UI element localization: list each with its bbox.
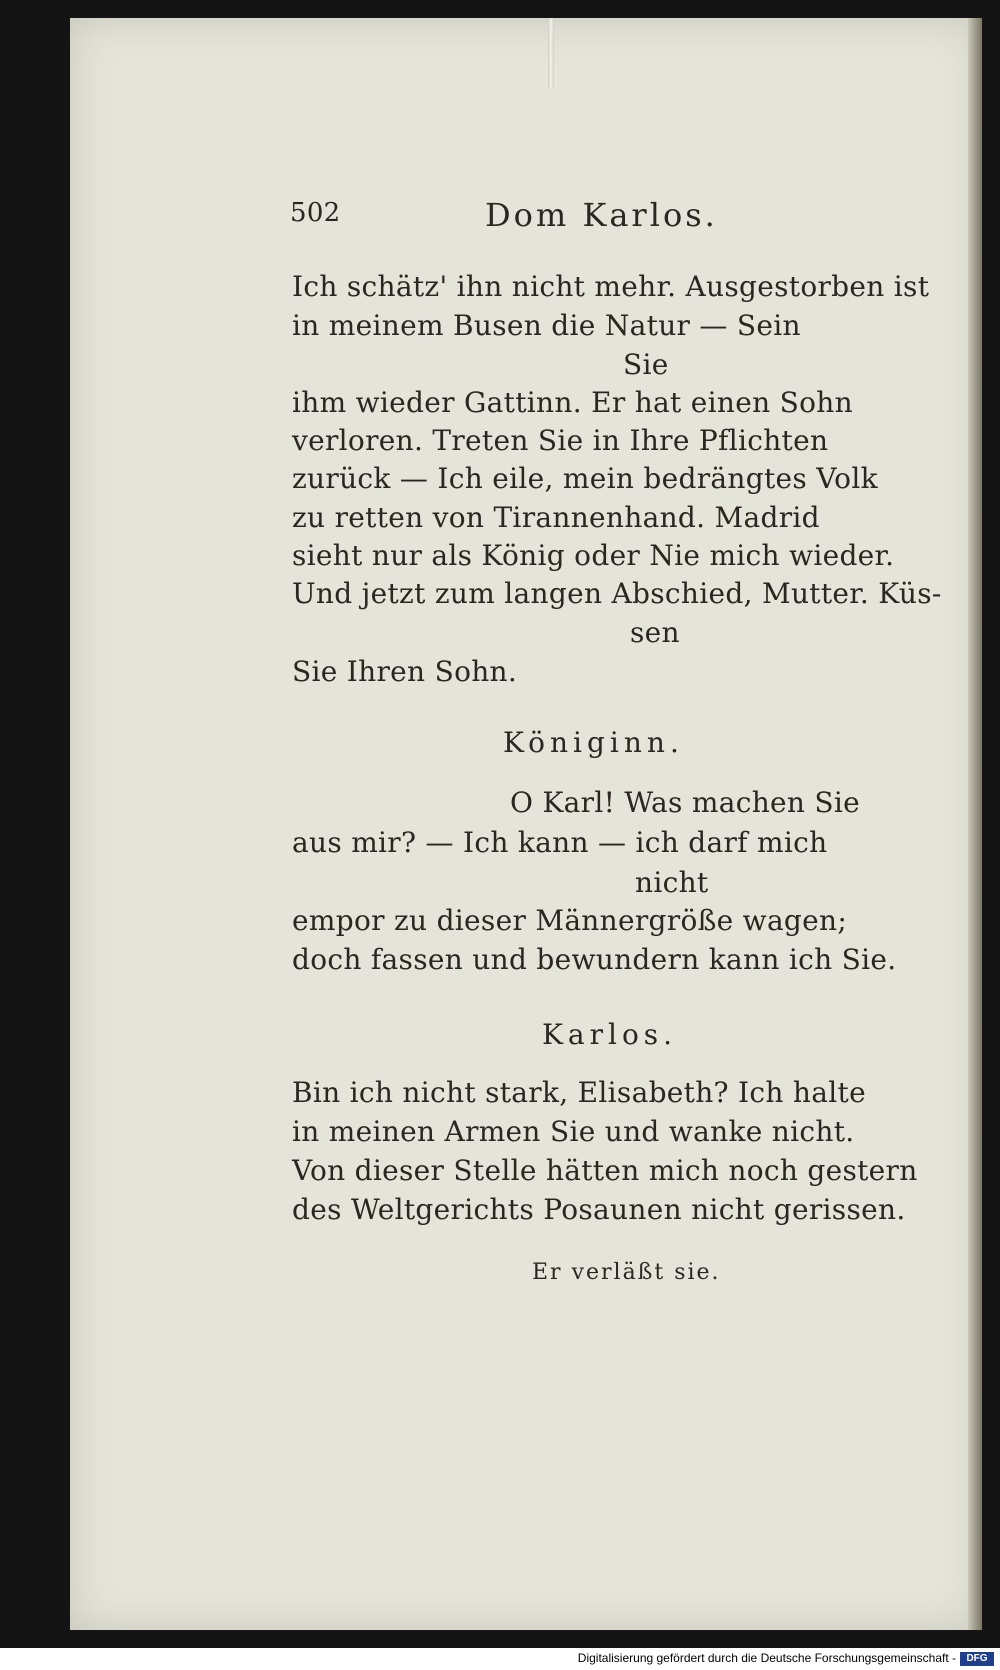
text-line: aus mir? — Ich kann — ich darf mich xyxy=(292,826,828,859)
dfg-logo: DFG xyxy=(960,1652,994,1666)
text-line: Sie xyxy=(623,348,669,381)
running-head: Dom Karlos. xyxy=(485,196,718,234)
text-line: empor zu dieser Männergröße wagen; xyxy=(292,904,848,937)
digitization-footer xyxy=(0,1648,1000,1670)
text-line: Und jetzt zum langen Abschied, Mutter. Küs- xyxy=(292,577,942,610)
text-line: zu retten von Tirannenhand. Madrid xyxy=(292,501,820,534)
text-line: O Karl! Was machen Sie xyxy=(510,786,861,819)
text-line: sieht nur als König oder Nie mich wieder. xyxy=(292,539,895,572)
stage-direction: Er verläßt sie. xyxy=(532,1260,721,1285)
text-line: ihm wieder Gattinn. Er hat einen Sohn xyxy=(292,386,853,419)
text-line: doch fassen und bewundern kann ich Sie. xyxy=(292,943,897,976)
text-line: zurück — Ich eile, mein bedrängtes Volk xyxy=(292,462,878,495)
text-line: verloren. Treten Sie in Ihre Pflichten xyxy=(292,424,829,457)
text-line: in meinem Busen die Natur — Sein xyxy=(292,309,801,342)
text-line: sen xyxy=(630,616,680,649)
speaker-name: Karlos. xyxy=(542,1018,678,1051)
text-line: Ich schätz' ihn nicht mehr. Ausgestorben ist xyxy=(292,270,930,303)
text-line: in meinen Armen Sie und wanke nicht. xyxy=(292,1115,855,1148)
speaker-name: Königinn. xyxy=(503,726,684,759)
text-line: nicht xyxy=(635,866,709,899)
text-line: Sie Ihren Sohn. xyxy=(292,655,518,688)
page-number: 502 xyxy=(290,198,341,228)
footer-credit: Digitalisierung gefördert durch die Deutsche Forschungsgemeinschaft - xyxy=(577,1651,956,1665)
text-line: Bin ich nicht stark, Elisabeth? Ich halte xyxy=(292,1076,866,1109)
text-line: Von dieser Stelle hätten mich noch gestern xyxy=(292,1154,918,1187)
page-crease xyxy=(548,18,554,88)
text-line: des Weltgerichts Posaunen nicht gerissen. xyxy=(292,1193,906,1226)
book-page xyxy=(70,18,982,1630)
page-edge-shadow xyxy=(968,18,982,1630)
